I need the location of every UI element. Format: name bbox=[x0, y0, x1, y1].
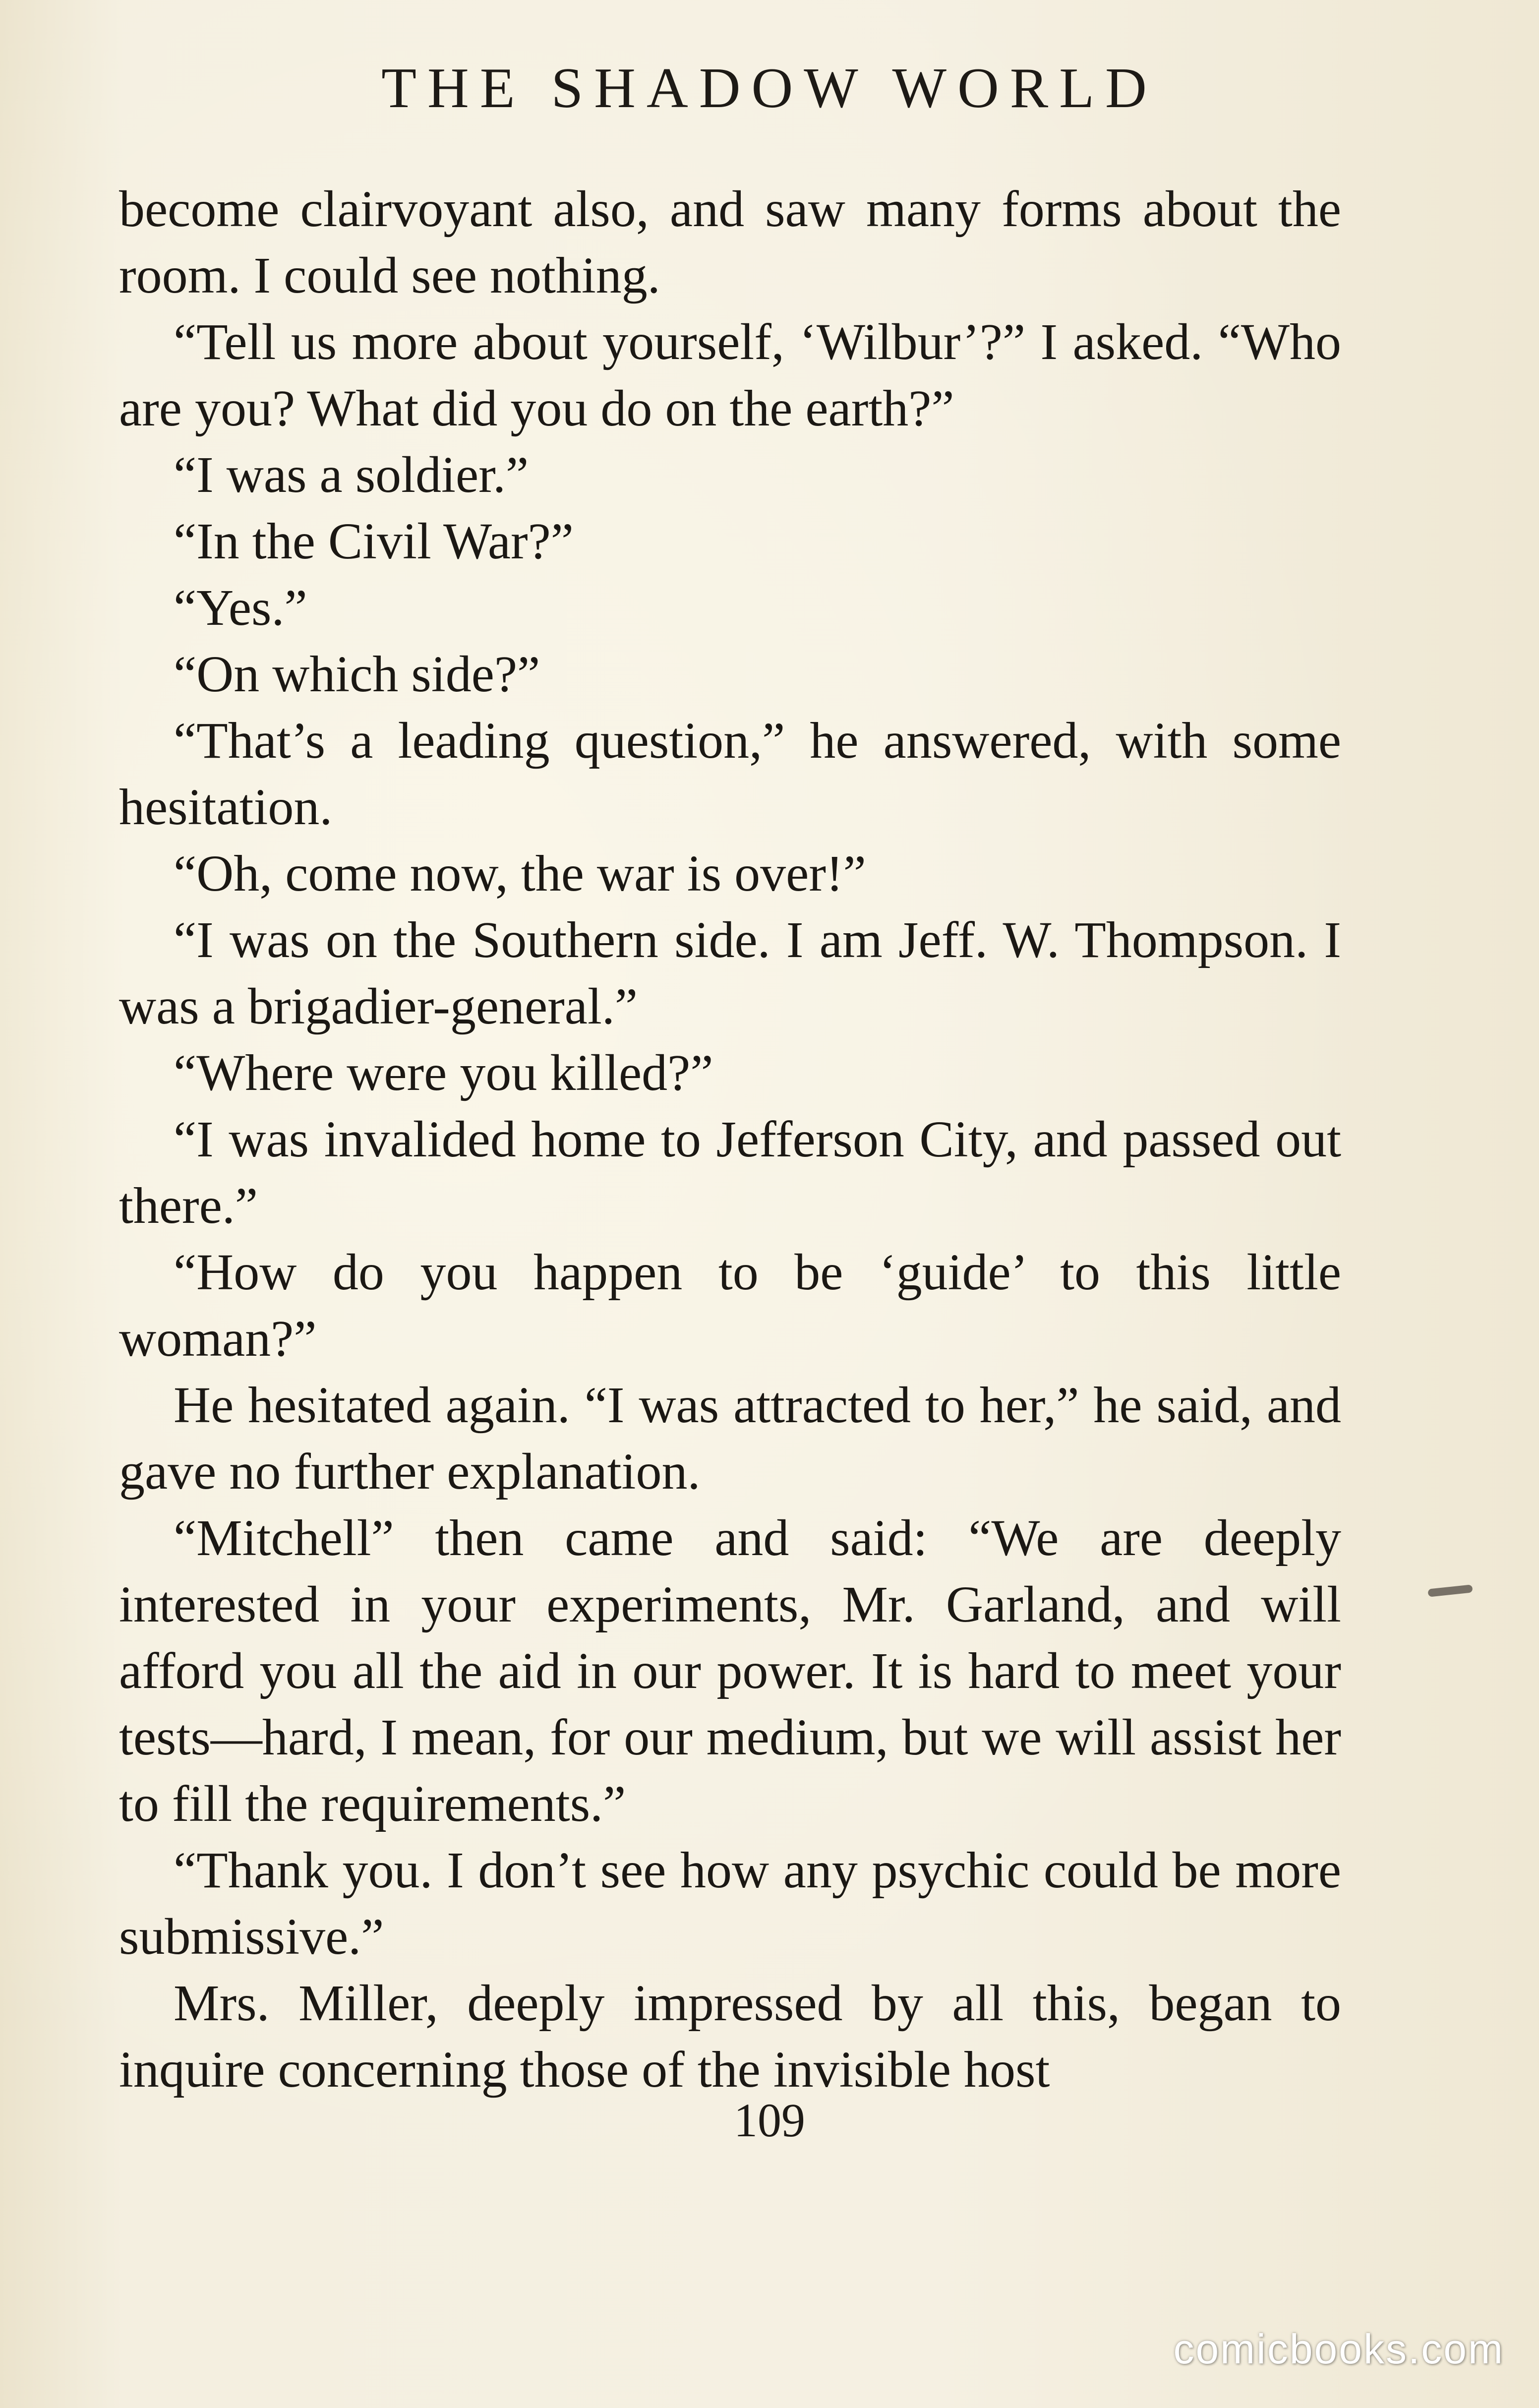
paragraph: “That’s a leading question,” he answered, with some hesitation. bbox=[119, 712, 1341, 836]
paragraph: “Where were you killed?” bbox=[174, 1044, 713, 1101]
page-number: 109 bbox=[734, 2094, 805, 2147]
paragraph: “Thank you. I don’t see how any psychic could be more submissive.” bbox=[119, 1842, 1341, 1965]
paragraph: “I was invalided home to Jefferson City, and passed out there.” bbox=[119, 1111, 1341, 1234]
paragraph: “Yes.” bbox=[174, 579, 307, 636]
ink-speck bbox=[1427, 1584, 1473, 1597]
watermark-text: comicbooks.com bbox=[1173, 2326, 1504, 2372]
paragraph: “Oh, come now, the war is over!” bbox=[174, 845, 866, 902]
paragraph: Mrs. Miller, deeply impressed by all this, began to inquire concerning those of the invisible host bbox=[119, 1975, 1341, 2098]
paragraph: “In the Civil War?” bbox=[174, 513, 574, 570]
paragraph: “Tell us more about yourself, ‘Wilbur’?” I asked. “Who are you? What did you do on the earth?” bbox=[119, 313, 1341, 437]
paragraph: “I was a soldier.” bbox=[174, 446, 529, 503]
paragraph: “Mitchell” then came and said: “We are deeply interested in your experiments, Mr. Garland, and will afford you all the aid in our power. It is hard to meet your tests—hard, I mean, for our medium, but we will assist her to fill the requirements.” bbox=[119, 1509, 1341, 1832]
paragraph: “How do you happen to be ‘guide’ to this little woman?” bbox=[119, 1244, 1341, 1367]
page-body-text bbox=[119, 176, 1341, 2103]
running-head-title: THE SHADOW WORLD bbox=[381, 57, 1158, 120]
paragraph: “On which side?” bbox=[174, 646, 540, 703]
paragraph: “I was on the Southern side. I am Jeff. W. Thompson. I was a brigadier-general.” bbox=[119, 911, 1341, 1035]
paragraph: He hesitated again. “I was attracted to her,” he said, and gave no further explanation. bbox=[119, 1377, 1341, 1500]
paragraph: become clairvoyant also, and saw many forms about the room. I could see nothing. bbox=[119, 181, 1341, 304]
